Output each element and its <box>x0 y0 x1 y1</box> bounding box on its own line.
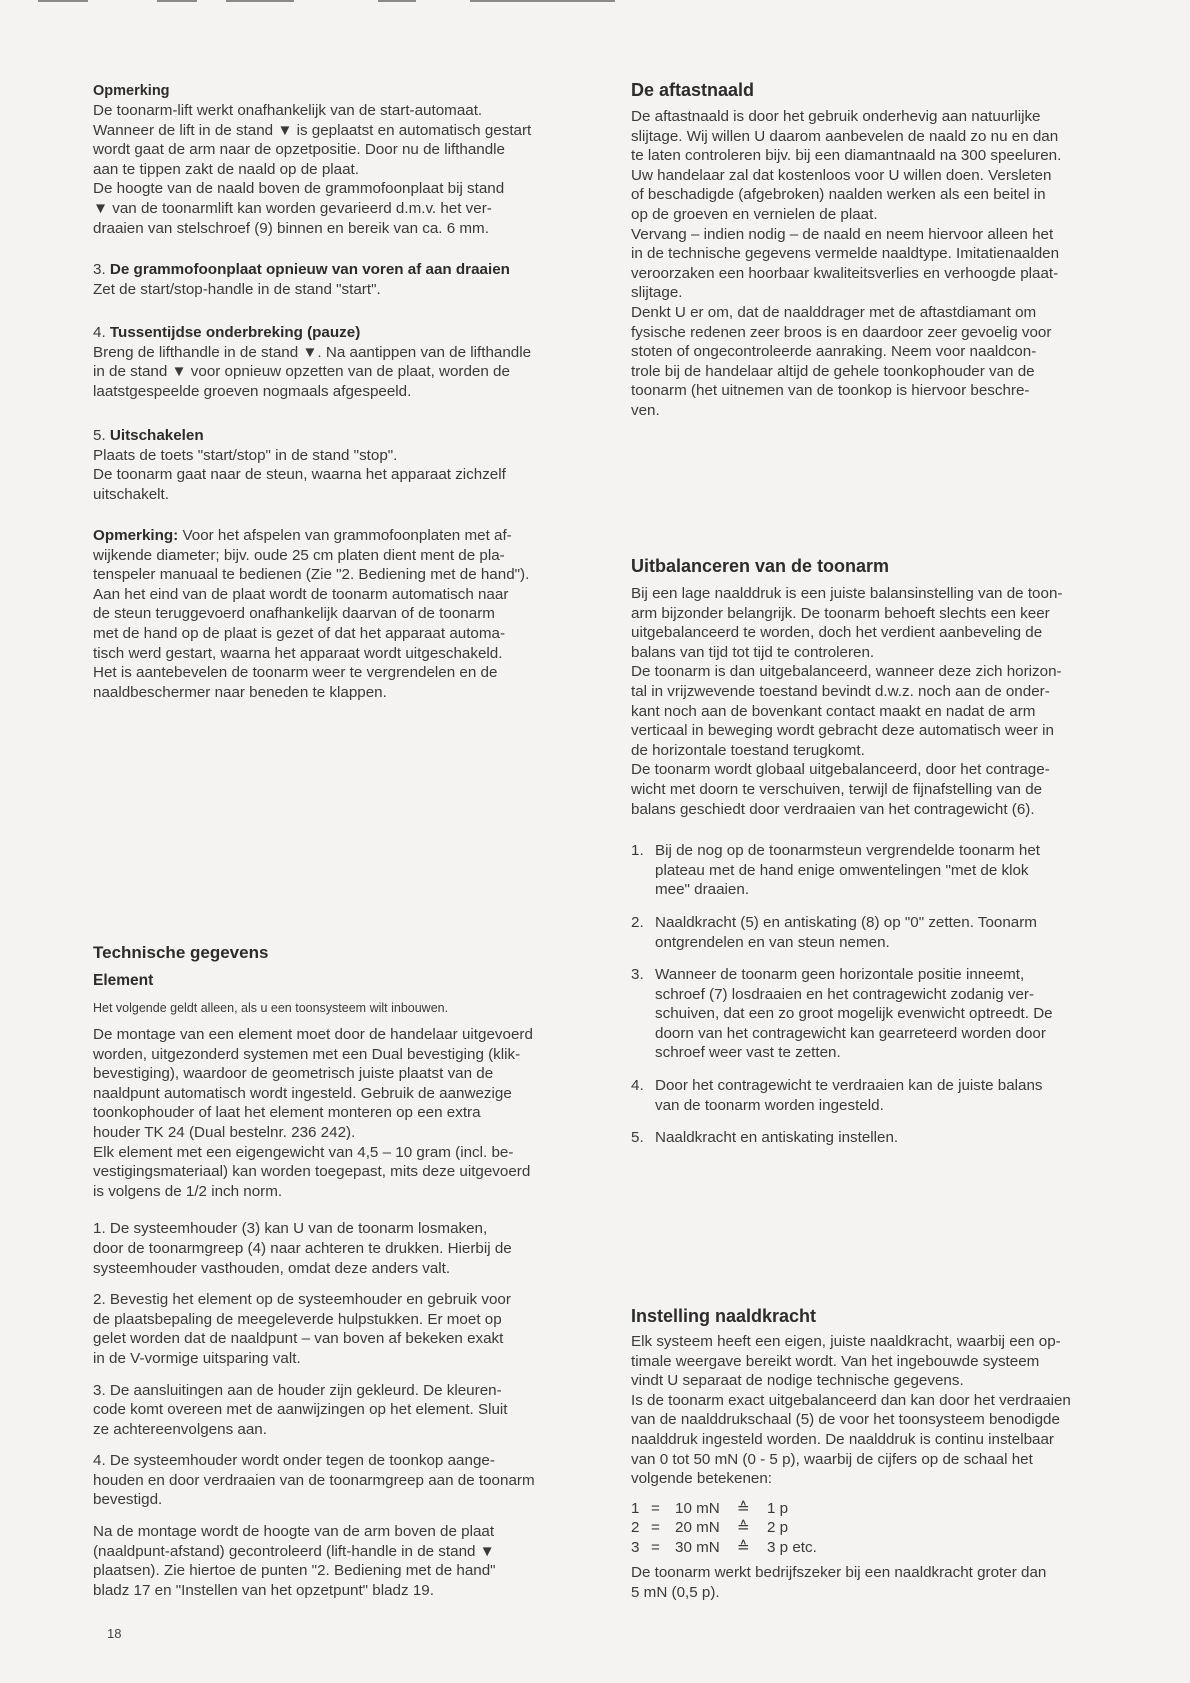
text-line: De montage van een element moet door de handelaar uitgevoerd <box>93 1026 533 1043</box>
text-line: Bij een lage naalddruk is een juiste balansinstelling van de toon- <box>631 585 1063 602</box>
text-line: met de hand op de plaat is gezet of dat het apparaat automa- <box>93 624 506 642</box>
text-line: Wanneer de toonarm geen horizontale positie inneemt, <box>655 966 1025 984</box>
table-cell: ≙ <box>737 1499 750 1517</box>
text-line: uitgebalanceerd te worden, doch het verdient aanbeveling de <box>631 624 1043 642</box>
text-line: 5 mN (0,5 p). <box>631 1583 720 1601</box>
text-line: toonkophouder of laat het element monteren op een extra <box>93 1104 481 1122</box>
page-number: 18 <box>107 1626 122 1641</box>
top-edge-mark <box>226 0 294 2</box>
subsection-heading: Element <box>93 972 154 989</box>
text-line: veroorzaken een hoorbaar kwaliteitsverlies en verhoogde plaat- <box>631 264 1059 282</box>
text-line: schroef (7) losdraaien en het contragewicht zodanig ver- <box>655 985 1035 1003</box>
text-line: 4. De systeemhouder wordt onder tegen de toonkop aange- <box>93 1452 495 1470</box>
text-line: van 0 tot 50 mN (0 - 5 p), waarbij de cijfers op de schaal het <box>631 1450 1033 1468</box>
table-cell: ≙ <box>737 1519 750 1537</box>
text-line: Naaldkracht en antiskating instellen. <box>655 1129 899 1147</box>
step-number: 4. <box>93 324 106 341</box>
tech-item <box>93 1290 605 1368</box>
text-line: is volgens de 1/2 inch norm. <box>93 1182 283 1200</box>
balans-section <box>631 554 1139 1148</box>
list-number: 2. <box>631 913 644 931</box>
text-line: te laten controleren bijv. bij een diamantnaald na 300 speeluren. <box>631 147 1062 165</box>
text-line: de horizontale toestand terugkomt. <box>631 741 865 759</box>
conversion-table <box>631 1499 1139 1558</box>
text-line: balans van tijd tot tijd te controleren. <box>631 643 875 661</box>
opmerking-heading: Opmerking: <box>93 527 179 544</box>
text-line: Het is aantebevelen de toonarm weer te vergrendelen en de <box>93 664 498 682</box>
text-line: door de toonarmgreep (4) naar achteren te drukken. Hierbij de <box>93 1239 512 1257</box>
tech-item <box>93 1522 605 1600</box>
text-line: in de technische gegevens vermelde naaldtype. Imitatienaalden <box>631 245 1060 263</box>
section-heading: Technische gegevens <box>93 943 269 962</box>
list-item <box>631 965 1139 1063</box>
list-number: 3. <box>631 966 644 984</box>
table-cell: 10 mN <box>675 1499 720 1517</box>
text-line: arm bijzonder belangrijk. De toonarm behoeft slechts een keer <box>631 604 1050 622</box>
text-line: Na de montage wordt de hoogte van de arm boven de plaat <box>93 1523 495 1541</box>
text-line: Uw handelaar zal dat kostenloos voor U willen doen. Versleten <box>631 166 1052 184</box>
text-line: Plaats de toets "start/stop" in de stand "stop". <box>93 446 398 464</box>
text-line: volgende betekenen: <box>631 1470 773 1488</box>
text-line: kant noch aan de bovenkant contact maakt en nadat de arm <box>631 702 1036 720</box>
naaldkracht-section <box>631 1304 1139 1602</box>
text-line: slijtage. Wij willen U daarom aanbevelen de naald zo nu en dan <box>631 127 1059 145</box>
table-cell: 3 p etc. <box>767 1538 817 1556</box>
step-5 <box>93 426 605 504</box>
tech-section <box>93 942 605 1600</box>
text-line: naaldpunt automatisch wordt ingesteld. Gebruik de aanwezige <box>93 1084 512 1102</box>
text-line: Naaldkracht (5) en antiskating (8) op "0" zetten. Toonarm <box>655 913 1037 931</box>
table-cell: 3 <box>631 1538 640 1556</box>
text-line: schuiven, dat een zo groot mogelijk evenwicht optreedt. De <box>655 1005 1053 1023</box>
step-number: 5. <box>93 427 106 444</box>
section-heading: Uitbalanceren van de toonarm <box>631 556 890 576</box>
text-line: De toonarm wordt globaal uitgebalanceerd, door het contrage- <box>631 761 1050 779</box>
text-line: stoten of ongecontroleerde aanraking. Neem voor naaldcon- <box>631 343 1037 361</box>
text-line: verticaal in beweging wordt gebracht deze automatisch weer in <box>631 722 1054 740</box>
top-edge-mark <box>157 0 197 2</box>
text-line: vestigingsmateriaal) kan worden toegepast, mits deze uitgevoerd <box>93 1163 531 1181</box>
table-cell: = <box>651 1519 660 1537</box>
text-line: of beschadigde (afgebroken) naalden werken als een beitel in <box>631 186 1046 204</box>
text-line: uitschakelt. <box>93 485 169 503</box>
text-line: aan te tippen zakt de naald op de plaat. <box>93 160 359 178</box>
table-row <box>631 1538 1139 1558</box>
text-line: vindt U separaat de nodige technische gegevens. <box>631 1372 964 1390</box>
text-line: wicht met doorn te verschuiven, terwijl de fijnafstelling van de <box>631 780 1043 798</box>
text-line: 1. De systeemhouder (3) kan U van de toonarm losmaken, <box>93 1220 488 1238</box>
text-line: laatstgespeelde groeven nogmaals afgespeeld. <box>93 382 412 400</box>
step-heading: Uitschakelen <box>109 427 204 444</box>
text-line: Door het contragewicht te verdraaien kan de juiste balans <box>655 1077 1043 1095</box>
step-number: 3. <box>93 261 106 278</box>
text-line: op de groeven en vernielen de plaat. <box>631 205 878 223</box>
text-line: houden en door verdraaien van de toonarmgreep aan de toonarm <box>93 1471 535 1489</box>
text-line: ze achtereenvolgens aan. <box>93 1420 267 1438</box>
text-line: De aftastnaald is door het gebruik onderhevig aan natuurlijke <box>631 108 1041 125</box>
list-item <box>631 841 1139 900</box>
text-line: De toonarm werkt bedrijfszeker bij een naaldkracht groter dan <box>631 1564 1047 1582</box>
text-line: Vervang – indien nodig – de naald en neem hiervoor alleen het <box>631 225 1054 243</box>
text-line: Elk element met een eigengewicht van 4,5 – 10 gram (incl. be- <box>93 1143 514 1161</box>
tech-item <box>93 1451 605 1510</box>
top-edge-mark <box>38 0 88 2</box>
tech-item <box>93 1219 605 1278</box>
text-line: Bij de nog op de toonarmsteun vergrendelde toonarm het <box>655 842 1041 860</box>
text-line: draaien van stelschroef (9) binnen en bereik van ca. 6 mm. <box>93 219 489 237</box>
table-row <box>631 1518 1139 1538</box>
list-item <box>631 1128 1139 1148</box>
text-line: bevestigd. <box>93 1491 163 1509</box>
table-cell: 2 <box>631 1519 640 1537</box>
text-line: ven. <box>631 401 660 419</box>
table-cell: 20 mN <box>675 1519 720 1537</box>
text-line: naaldbeschermer naar beneden te klappen. <box>93 683 387 701</box>
top-edge-mark <box>378 0 416 2</box>
text-line: van de naalddrukschaal (5) de voor het toonsysteem benodigde <box>631 1411 1060 1429</box>
text-line: De toonarm is dan uitgebalanceerd, wanneer deze zich horizon- <box>631 663 1062 681</box>
text-line: trole bij de handelaar altijd de gehele toonkophouder van de <box>631 362 1035 380</box>
note-line: Het volgende geldt alleen, als u een toonsysteem wilt inbouwen. <box>93 1001 449 1015</box>
text-line: slijtage. <box>631 284 683 302</box>
text-line: 2. Bevestig het element op de systeemhouder en gebruik voor <box>93 1291 511 1309</box>
text-line: worden, uitgezonderd systemen met een Dual bevestiging (klik- <box>93 1045 521 1063</box>
text-line: bladz 17 en "Instellen van het opzetpunt" bladz 19. <box>93 1581 434 1599</box>
text-line: plateau met de hand enige omwentelingen "met de klok <box>655 861 1029 879</box>
opmerking-2-section <box>93 526 605 702</box>
text-line: naalddruk ingesteld worden. De naalddruk is continu instelbaar <box>631 1430 1054 1448</box>
text-line: plaatsen). Zie hiertoe de punten "2. Bediening met de hand" <box>93 1562 496 1580</box>
list-number: 4. <box>631 1077 644 1095</box>
text-line: Is de toonarm exact uitgebalanceerd dan kan door het verdraaien <box>631 1391 1071 1409</box>
opmerking-heading: Opmerking <box>93 83 170 99</box>
text-line: tal in vrijzwevende toestand bevindt d.w.z. noch aan de onder- <box>631 682 1050 700</box>
top-edge-mark <box>470 0 615 2</box>
tech-item <box>93 1381 605 1440</box>
text-line: tisch werd gestart, waarna het apparaat wordt uitgeschakeld. <box>93 644 503 662</box>
text-line: gelet worden dat de naaldpunt – van boven af bekeken exakt <box>93 1330 504 1348</box>
text-line: timale weergave bereikt wordt. Van het ingebouwde systeem <box>631 1352 1040 1370</box>
text-line: De hoogte van de naald boven de grammofoonplaat bij stand <box>93 180 505 198</box>
text-line: mee" draaien. <box>655 881 750 899</box>
section-heading: Instelling naaldkracht <box>631 1306 817 1326</box>
list-number: 1. <box>631 842 644 860</box>
text-line: Aan het eind van de plaat wordt de toonarm automatisch naar <box>93 585 509 603</box>
aftastnaald-section <box>631 78 1139 421</box>
text-line: (naaldpunt-afstand) gecontroleerd (lift-handle in de stand ▼ <box>93 1542 495 1560</box>
text-line: wordt gaat de arm naar de opzetpositie. Door nu de lifthandle <box>93 141 506 159</box>
text-line: fysische redenen zeer broos is en daardoor zeer gevoelig voor <box>631 323 1052 341</box>
text-line: houder TK 24 (Dual bestelnr. 236 242). <box>93 1123 356 1141</box>
step-4 <box>93 323 605 401</box>
table-cell: = <box>651 1538 660 1556</box>
table-cell: 1 p <box>767 1499 789 1517</box>
text-line: Denkt U er om, dat de naalddrager met de aftastdiamant om <box>631 303 1037 321</box>
step-3 <box>93 260 605 299</box>
list-number: 5. <box>631 1129 644 1147</box>
table-cell: ≙ <box>737 1538 750 1556</box>
text-line: wijkende diameter; bijv. oude 25 cm platen dient ment de pla- <box>93 546 505 564</box>
table-row <box>631 1499 1139 1519</box>
text-line: Breng de lifthandle in de stand ▼. Na aantippen van de lifthandle <box>93 343 532 361</box>
text-line: toonarm (het uitnemen van de toonkop is hiervoor beschre- <box>631 382 1030 400</box>
text-line: balans geschiedt door verdraaien van het contragewicht (6). <box>631 800 1035 818</box>
table-cell: 2 p <box>767 1519 789 1537</box>
text-line: code komt overeen met de aanwijzingen op het element. Sluit <box>93 1401 508 1419</box>
text-line: Wanneer de lift in de stand ▼ is geplaatst en automatisch gestart <box>93 121 532 139</box>
list-item <box>631 913 1139 952</box>
list-item <box>631 1076 1139 1115</box>
text-line: van de toonarm worden ingesteld. <box>655 1096 884 1114</box>
text-line: Zet de start/stop-handle in de stand "start". <box>93 280 381 298</box>
text-line: Elk systeem heeft een eigen, juiste naaldkracht, waarbij een op- <box>631 1333 1061 1350</box>
text-line: de steun teruggevoerd onafhankelijk daarvan of de toonarm <box>93 605 495 623</box>
text-line: bevestiging), waardoor de geometrisch juiste plaatst van de <box>93 1065 494 1083</box>
text-line: in de stand ▼ voor opnieuw opzetten van de plaat, worden de <box>93 363 510 381</box>
text-line: ontgrendelen en van steun nemen. <box>655 933 890 951</box>
table-cell: = <box>651 1499 660 1517</box>
text-line: in de V-vormige uitsparing valt. <box>93 1349 301 1367</box>
text-line: De toonarm gaat naar de steun, waarna het apparaat zichzelf <box>93 466 506 484</box>
text-line: doorn van het contragewicht kan gearreteerd worden door <box>655 1024 1046 1042</box>
text-line: schroef weer vast te zetten. <box>655 1044 841 1062</box>
text-line: Voor het afspelen van grammofoonplaten met af- <box>182 527 512 544</box>
table-cell: 1 <box>631 1499 640 1517</box>
step-heading: De grammofoonplaat opnieuw van voren af aan draaien <box>109 261 510 278</box>
text-line: systeemhouder vasthouden, omdat deze anders valt. <box>93 1259 451 1277</box>
opmerking-section <box>93 82 605 238</box>
text-line: De toonarm-lift werkt onafhankelijk van de start-automaat. <box>93 102 483 119</box>
text-line: de plaatsbepaling de meegeleverde hulpstukken. Er moet op <box>93 1310 502 1328</box>
text-line: tenspeler manuaal te bedienen (Zie "2. Bediening met de hand"). <box>93 566 530 584</box>
section-heading: De aftastnaald <box>631 80 755 100</box>
step-heading: Tussentijdse onderbreking (pauze) <box>109 324 361 341</box>
text-line: 3. De aansluitingen aan de houder zijn gekleurd. De kleuren- <box>93 1381 502 1399</box>
text-line: ▼ van de toonarmlift kan worden gevarieerd d.m.v. het ver- <box>93 199 492 217</box>
table-cell: 30 mN <box>675 1538 720 1556</box>
